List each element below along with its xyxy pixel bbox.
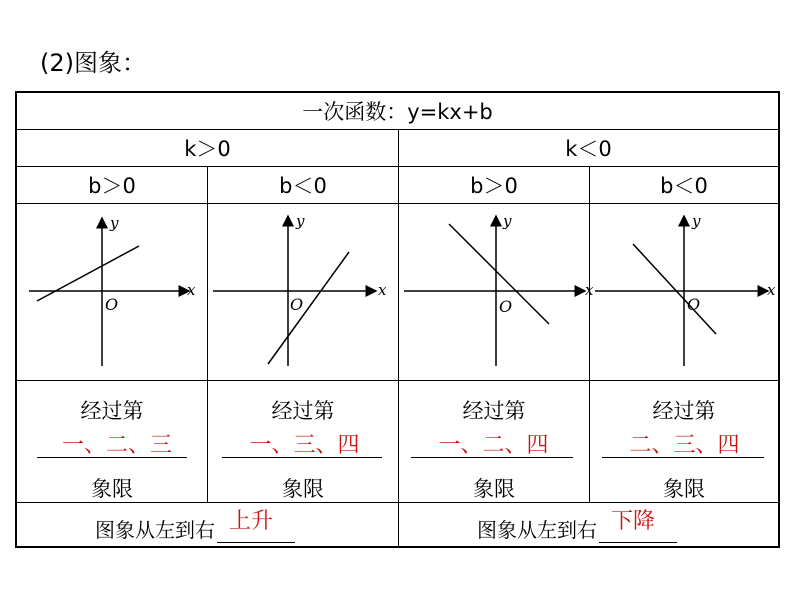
quadrant-cell: [399, 381, 589, 502]
answer-blank: [37, 457, 187, 458]
quadrant-prefix: 经过第: [652, 399, 716, 423]
origin-label: O: [687, 295, 701, 314]
x-axis-label: x: [378, 281, 387, 299]
function-line: [37, 246, 139, 301]
quadrant-answer: 一、二、四: [438, 433, 549, 458]
graph-k-neg-b-pos: [399, 204, 594, 380]
origin-label: O: [105, 295, 119, 314]
k-negative-header: k＜0: [565, 137, 612, 161]
trend-answer: 上升: [229, 509, 274, 534]
quadrant-suffix: 象限: [663, 477, 705, 501]
quadrant-prefix: 经过第: [271, 399, 335, 423]
origin-label: O: [290, 295, 304, 314]
trend-answer: 下降: [611, 509, 656, 534]
graph-k-neg-b-neg: [590, 204, 778, 380]
trend-cell: [95, 509, 295, 543]
x-axis-label: x: [767, 281, 776, 299]
answer-blank: [599, 509, 677, 543]
b-positive-header: b＞0: [88, 174, 136, 198]
b-negative-header: b＜0: [660, 174, 708, 198]
answer-blank: [411, 457, 573, 458]
y-axis-label: y: [503, 212, 512, 230]
quadrant-suffix: 象限: [282, 477, 324, 501]
quadrant-suffix: 象限: [473, 477, 515, 501]
answer-blank: [217, 509, 295, 543]
graph-k-pos-b-pos: [17, 204, 207, 380]
trend-cell: [477, 509, 677, 543]
quadrant-cell: [17, 381, 207, 502]
quadrant-cell: [208, 381, 398, 502]
quadrant-answer: 一、三、四: [249, 433, 360, 458]
graph-k-pos-b-neg: [208, 204, 398, 380]
x-axis-label: x: [187, 281, 196, 299]
x-axis-label: x: [585, 281, 594, 299]
function-line: [633, 244, 716, 334]
quadrant-answer: 二、三、四: [629, 433, 740, 458]
answer-blank: [602, 457, 764, 458]
b-positive-header: b＞0: [470, 174, 518, 198]
origin-label: O: [499, 297, 513, 316]
quadrant-prefix: 经过第: [462, 399, 526, 423]
section-heading: (2)图象：: [40, 49, 146, 77]
table-title: 一次函数：y=kx+b: [302, 100, 493, 124]
trend-prefix: 图象从左到右: [477, 518, 597, 542]
y-axis-label: y: [110, 214, 119, 232]
function-line: [268, 252, 349, 364]
b-negative-header: b＜0: [279, 174, 327, 198]
k-positive-header: k＞0: [184, 137, 231, 161]
quadrant-answer: 一、二、三: [61, 433, 172, 458]
quadrant-prefix: 经过第: [80, 399, 144, 423]
quadrant-cell: [590, 381, 778, 502]
linear-function-table: [15, 91, 780, 548]
y-axis-label: y: [296, 212, 305, 230]
quadrant-suffix: 象限: [91, 477, 133, 501]
y-axis-label: y: [692, 212, 701, 230]
answer-blank: [222, 457, 382, 458]
trend-prefix: 图象从左到右: [95, 518, 215, 542]
